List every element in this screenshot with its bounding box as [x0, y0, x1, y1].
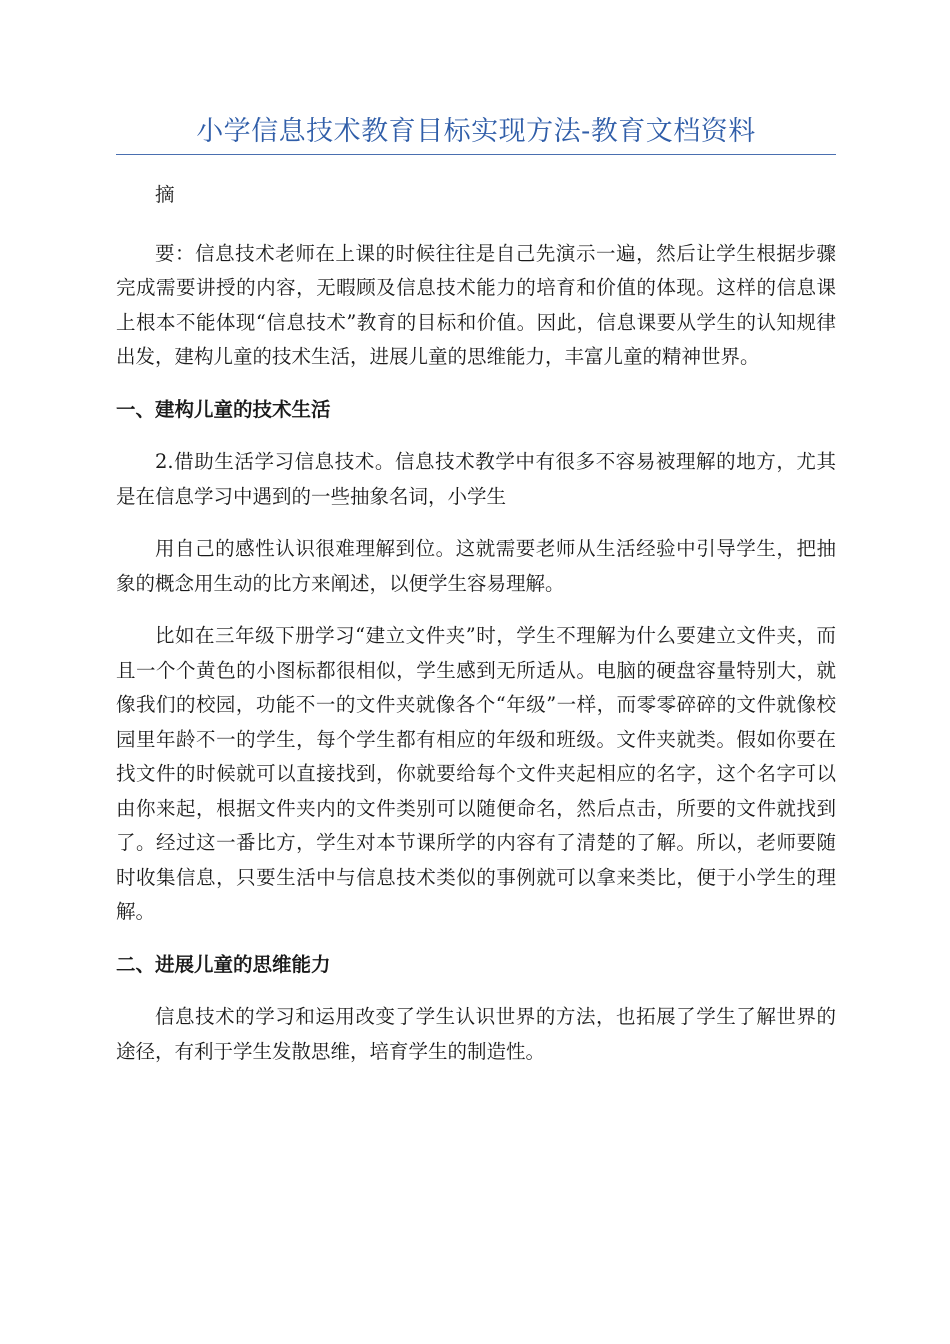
abstract-paragraph: 要：信息技术老师在上课的时候往往是自己先演示一遍，然后让学生根据步骤完成需要讲授的内容，无暇顾及信息技术能力的培育和价值的体现。这样的信息课上根本不能体现“信息技术”教育的目标和价值。因此，信息课要从学生的认知规律出发，建构儿童的技术生活，进展儿童的思维能力，丰富儿童的精神世界。 — [116, 241, 836, 368]
document-body — [116, 178, 836, 1069]
document-title: 小学信息技术教育目标实现方法-教育文档资料 — [196, 116, 756, 147]
title-underline — [116, 154, 836, 155]
abstract-label: 摘 — [155, 183, 175, 206]
section1-paragraph-3: 比如在三年级下册学习“建立文件夹”时，学生不理解为什么要建立文件夹，而且一个个黄色的小图标都很相似，学生感到无所适从。电脑的硬盘容量特别大，就像我们的校园，功能不一的文件夹就像各个“年级”一样，而零零碎碎的文件就像校园里年龄不一的学生，每个学生都有相应的年级和班级。文件夹就类。假如你要在找文件的时候就可以直接找到，你就要给每个文件夹起相应的名字，这个名字可以由你来起，根据文件夹内的文件类别可以随便命名，然后点击，所要的文件就找到了。经过这一番比方，学生对本节课所学的内容有了清楚的了解。所以，老师要随时收集信息，只要生活中与信息技术类似的事例就可以拿来类比，便于小学生的理解。 — [116, 624, 836, 923]
section1-paragraph-1: 2.借助生活学习信息技术。信息技术教学中有很多不容易被理解的地方，尤其是在信息学习中遇到的一些抽象名词，小学生 — [116, 450, 836, 508]
section-heading-2: 二、进展儿童的思维能力 — [116, 952, 331, 976]
section1-paragraph-2: 用自己的感性认识很难理解到位。这就需要老师从生活经验中引导学生，把抽象的概念用生动的比方来阐述，以便学生容易理解。 — [116, 537, 836, 595]
section-heading-1: 一、建构儿童的技术生活 — [116, 397, 331, 421]
section2-paragraph-1: 信息技术的学习和运用改变了学生认识世界的方法，也拓展了学生了解世界的途径，有利于学生发散思维，培育学生的制造性。 — [116, 1005, 836, 1063]
